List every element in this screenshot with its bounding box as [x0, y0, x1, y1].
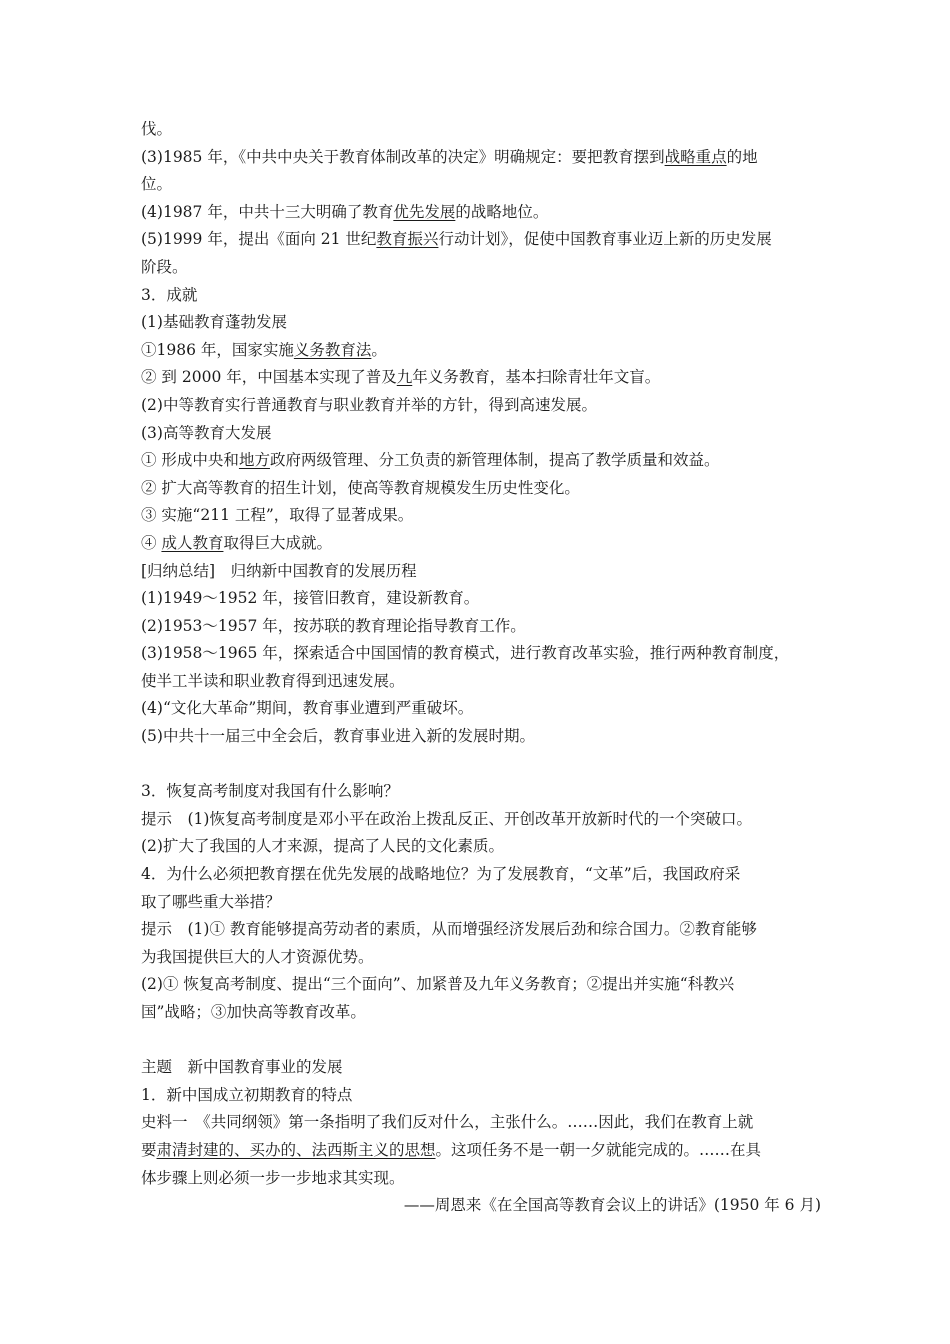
text-segment: (5)1999 年，提出《面向 21 世纪: [141, 230, 377, 249]
text-line: [141, 585, 821, 613]
text-line: [141, 447, 821, 475]
text-line: [141, 502, 821, 530]
text-line: [141, 199, 821, 227]
text-segment: 体步骤上则必须一步一步地求其实现。: [141, 1168, 405, 1187]
text-segment: 主题 新中国教育事业的发展: [141, 1058, 343, 1077]
text-segment: 3．成就: [141, 285, 198, 304]
text-line: [141, 337, 821, 365]
text-segment: 3．恢复高考制度对我国有什么影响？: [141, 782, 399, 801]
text-line: [141, 944, 821, 972]
text-line: [141, 971, 821, 999]
text-line: [141, 1054, 821, 1082]
text-segment: ④: [141, 533, 162, 552]
document-page: [141, 116, 821, 1220]
underlined-term: 成人教育: [161, 533, 224, 552]
text-segment: 国”战略；③加快高等教育改革。: [141, 1003, 366, 1021]
text-line: [141, 833, 821, 861]
underlined-term: 九: [396, 368, 413, 387]
blank-line: [141, 751, 821, 779]
text-segment: (3)1958～1965 年，探索适合中国国情的教育模式，进行教育改革实验，推行两种教育制度，: [141, 644, 790, 663]
text-line: [141, 723, 821, 751]
text-line: [141, 778, 821, 806]
text-segment: 年义务教育，基本扫除青壮年文盲。: [412, 368, 661, 387]
text-line: [141, 1082, 821, 1110]
source-citation: ——周恩来《在全国高等教育会议上的讲话》(1950 年 6 月): [403, 1196, 821, 1215]
text-line: [141, 558, 821, 586]
underlined-term: 肃清封建的、买办的、法西斯主义的思想: [156, 1140, 436, 1159]
text-segment: 1．新中国成立初期教育的特点: [141, 1085, 353, 1104]
text-line: [141, 1109, 821, 1137]
text-segment: 。这项任务不是一朝一夕就能完成的。……在具: [435, 1140, 762, 1159]
text-line: [141, 254, 821, 282]
text-line: [141, 695, 821, 723]
text-line: [141, 916, 821, 944]
underlined-term: 义务教育法: [293, 340, 372, 359]
text-line: [141, 116, 821, 144]
text-segment: ② 到 2000 年，中国基本实现了普及: [141, 368, 397, 387]
text-line: [141, 999, 821, 1027]
text-segment: ③ 实施“211 工程”，取得了显著成果。: [141, 506, 414, 525]
text-segment: 的战略地位。: [455, 202, 549, 221]
text-segment: [归纳总结] 归纳新中国教育的发展历程: [141, 561, 417, 580]
text-line: [141, 171, 821, 199]
text-line: [141, 806, 821, 834]
text-segment: (5)中共十一届三中全会后，教育事业进入新的发展时期。: [141, 727, 535, 746]
text-segment: (2)中等教育实行普通教育与职业教育并举的方针，得到高速发展。: [141, 395, 597, 414]
text-line: [141, 668, 821, 696]
text-segment: 阶段。: [141, 257, 188, 276]
text-line: [141, 640, 821, 668]
text-segment: (2)① 恢复高考制度、提出“三个面向”、加紧普及九年义务教育；②提出并实施“科教兴: [141, 975, 735, 994]
text-segment: 提示 (1)恢复高考制度是邓小平在政治上拨乱反正、开创改革开放新时代的一个突破口。: [141, 809, 752, 828]
text-segment: (3)1985 年，《中共中央关于教育体制改革的决定》明确规定：要把教育摆到: [141, 147, 665, 166]
text-line: [141, 613, 821, 641]
text-segment: 伐。: [141, 120, 173, 138]
text-line: [141, 392, 821, 420]
text-line: [141, 861, 821, 889]
text-segment: 为我国提供巨大的人才资源优势。: [141, 947, 374, 966]
text-line: [141, 475, 821, 503]
text-line: [141, 420, 821, 448]
text-segment: 要: [141, 1140, 157, 1159]
text-line: [141, 144, 821, 172]
text-segment: (3)高等教育大发展: [141, 423, 272, 442]
text-segment: 位。: [141, 175, 173, 194]
text-line: [141, 364, 821, 392]
text-segment: 取得巨大成就。: [223, 533, 332, 552]
text-segment: ① 形成中央和: [141, 451, 239, 470]
text-line: [141, 309, 821, 337]
underlined-term: 战略重点: [664, 147, 727, 166]
text-line: [141, 226, 821, 254]
text-segment: (1)1949～1952 年，接管旧教育，建设新教育。: [141, 589, 480, 608]
text-line: [141, 1137, 821, 1165]
text-segment: 行动计划》，促使中国教育事业迈上新的历史发展: [438, 230, 772, 249]
text-segment: (4)1987 年，中共十三大明确了教育: [141, 202, 394, 221]
underlined-term: 地方: [238, 451, 270, 470]
text-segment: 提示 (1)① 教育能够提高劳动者的素质，从而增强经济发展后劲和综合国力。②教育能够: [141, 920, 757, 939]
text-segment: (4)“文化大革命”期间，教育事业遭到严重破坏。: [141, 699, 474, 718]
blank-line: [141, 1027, 821, 1055]
text-segment: 史料一 《共同纲领》第一条指明了我们反对什么，主张什么。……因此，我们在教育上就: [141, 1113, 754, 1132]
text-segment: 使半工半读和职业教育得到迅速发展。: [141, 671, 405, 690]
text-segment: (2)1953～1957 年，按苏联的教育理论指导教育工作。: [141, 616, 526, 635]
text-segment: ①1986 年，国家实施: [141, 340, 294, 359]
text-segment: (1)基础教育蓬勃发展: [141, 313, 287, 332]
text-segment: 政府两级管理、分工负责的新管理体制，提高了教学质量和效益。: [269, 451, 720, 470]
text-segment: 的地: [726, 147, 758, 166]
underlined-term: 教育振兴: [376, 230, 439, 249]
text-segment: ② 扩大高等教育的招生计划，使高等教育规模发生历史性变化。: [141, 478, 580, 497]
text-segment: 。: [371, 340, 387, 359]
text-line: [141, 530, 821, 558]
text-line: [141, 1165, 821, 1193]
underlined-term: 优先发展: [393, 202, 456, 221]
text-segment: (2)扩大了我国的人才来源，提高了人民的文化素质。: [141, 837, 504, 856]
text-line: [141, 889, 821, 917]
text-line: [141, 282, 821, 310]
text-segment: 4．为什么必须把教育摆在优先发展的战略地位？为了发展教育，“文革”后，我国政府采: [141, 865, 741, 884]
text-segment: 取了哪些重大举措？: [141, 892, 281, 911]
